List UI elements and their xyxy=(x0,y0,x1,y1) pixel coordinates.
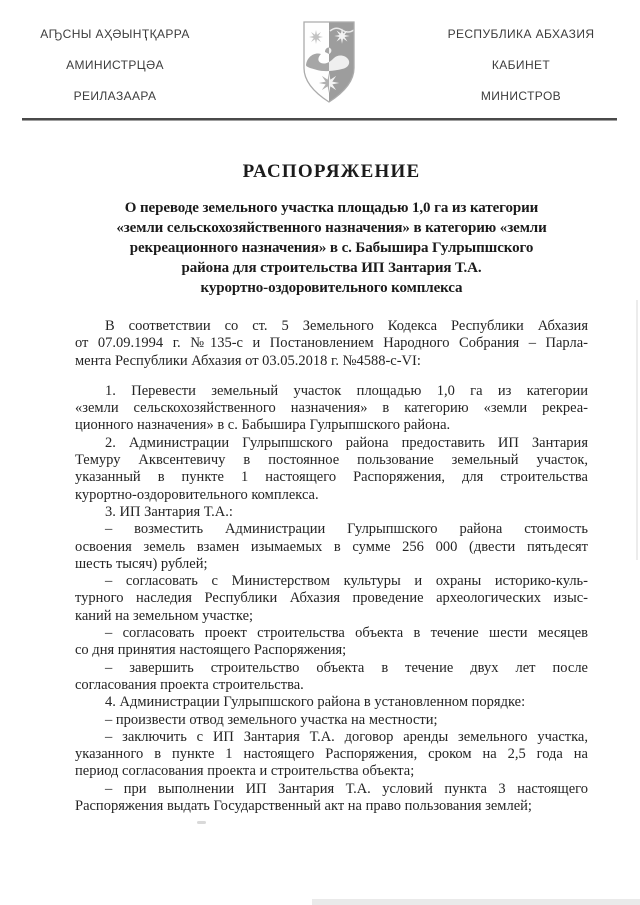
paragraph xyxy=(75,625,588,660)
text-line: Распоряжения выдать Государственный акт на право пользования землей; xyxy=(75,798,532,815)
text-line: – заключить с ИП Зантария Т.А. договор аренды земельного участка, xyxy=(105,728,588,745)
scan-smudge-artifact xyxy=(197,821,206,824)
text-line: – завершить строительство объекта в течение двух лет после xyxy=(105,659,588,676)
text-line: период согласования проекта и строительства объекта; xyxy=(75,763,415,780)
text-line: ционного назначения» в с. Бабышира Гулрыпшского района. xyxy=(75,417,451,434)
paragraph xyxy=(75,781,588,816)
paragraph xyxy=(75,694,588,711)
text-line: согласования проекта строительства. xyxy=(75,676,304,693)
paragraph xyxy=(75,729,588,781)
letterhead-right xyxy=(418,19,624,112)
paragraph xyxy=(75,521,588,573)
text-line: шесть тысяч) рублей; xyxy=(75,555,208,572)
text-line: курортно-оздоровительного комплекса. xyxy=(75,486,319,503)
document-content xyxy=(75,160,588,815)
paragraph xyxy=(75,435,588,504)
letterhead-line: РЕИЛАЗААРА xyxy=(73,89,157,103)
text-line: – произвести отвод земельного участка на местности; xyxy=(105,711,438,728)
letterhead-line: МИНИСТРОВ xyxy=(480,89,562,103)
letterhead-line: АҦСНЫ АҲӘЫНҬҚАРРА xyxy=(40,27,190,41)
letterhead-line: КАБИНЕТ xyxy=(491,58,551,72)
scan-bottom-artifact xyxy=(312,899,640,905)
document-subject xyxy=(75,198,588,298)
subject-line: «земли сельскохозяйственного назначения» в категорию «земли xyxy=(116,220,547,236)
text-line: 2. Администрации Гулрыпшского района предоставить ИП Зантария xyxy=(105,434,588,451)
text-line: 1. Перевести земельный участок площадью 1,0 га из категории xyxy=(105,382,588,399)
text-line: – согласовать проект строительства объекта в течение шести месяцев xyxy=(105,625,588,642)
text-line: указанного в пункте 1 настоящего Распоряжения, сроком на 2,5 года на xyxy=(75,746,588,763)
text-line: турного наследия Республики Абхазия проведение археологических изыс- xyxy=(75,590,588,607)
text-line: освоения земель взамен изымаемых в сумме 256 000 (двести пятьдесят xyxy=(75,538,588,555)
text-line: – возместить Администрации Гулрыпшского района стоимость xyxy=(105,521,588,538)
text-line: – согласовать с Министерством культуры и охраны историко-куль- xyxy=(105,573,588,590)
document-body xyxy=(75,318,588,815)
text-line: «земли сельскохозяйственного назначения» в категорию «земли рекреа- xyxy=(75,400,588,417)
paragraph xyxy=(75,383,588,435)
subject-line: курортно-оздоровительного комплекса xyxy=(200,280,463,296)
scan-edge-artifact xyxy=(636,300,638,560)
text-line: Темуру Аквсентевичу в постоянное пользование земельный участок, xyxy=(75,452,588,469)
text-line: мента Республики Абхазия от 03.05.2018 г. №4588-с-VI: xyxy=(75,352,421,369)
letterhead-left xyxy=(12,19,218,112)
paragraph xyxy=(75,318,588,370)
text-line: со дня принятия настоящего Распоряжения; xyxy=(75,642,347,659)
coat-of-arms-emblem xyxy=(299,20,359,104)
subject-line: района для строительства ИП Зантария Т.А. xyxy=(181,260,482,276)
text-line: 3. ИП Зантария Т.А.: xyxy=(105,503,233,520)
text-line: каний на земельном участке; xyxy=(75,607,254,624)
paragraph xyxy=(75,712,588,729)
subject-line: О переводе земельного участка площадью 1,0 га из категории xyxy=(124,200,539,216)
subject-line: рекреационного назначения» в с. Бабышира Гулрыпшского xyxy=(129,240,534,256)
letterhead-divider xyxy=(22,118,617,121)
paragraph xyxy=(75,573,588,625)
text-line: 4. Администрации Гулрыпшского района в установленном порядке: xyxy=(105,694,526,711)
text-line: В соответствии со ст. 5 Земельного Кодекса Республики Абхазия xyxy=(105,318,588,334)
letterhead-line: РЕСПУБЛИКА АБХАЗИЯ xyxy=(447,27,595,41)
paragraph xyxy=(75,660,588,695)
letterhead-line: АМИНИСТРЦӘА xyxy=(66,58,164,72)
paragraph xyxy=(75,504,588,521)
text-line: от 07.09.1994 г. №135-с и Постановлением Народного Собрания – Парла- xyxy=(75,335,588,352)
text-line: указанный в пункте 1 настоящего Распоряжения, для строительства xyxy=(75,469,588,486)
document-title: РАСПОРЯЖЕНИЕ xyxy=(242,161,421,182)
text-line: – при выполнении ИП Зантария Т.А. условий пункта 3 настоящего xyxy=(105,780,588,797)
